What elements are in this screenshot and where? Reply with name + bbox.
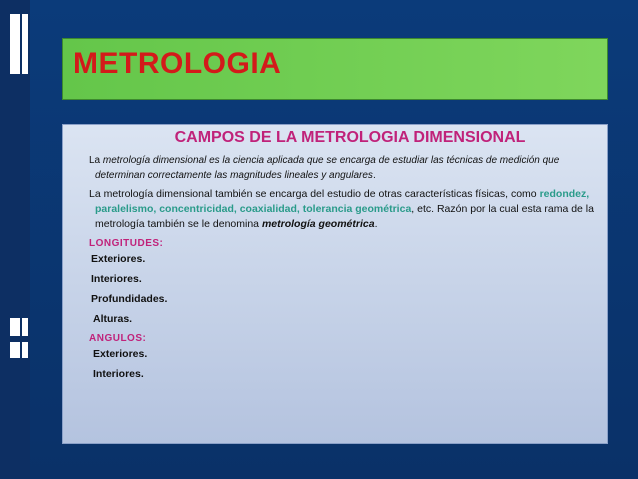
p1-c: . [372, 170, 376, 181]
list-item: Interiores. [91, 273, 142, 285]
list-item: Exteriores. [93, 348, 148, 360]
deco-block-6 [22, 342, 28, 358]
deco-block-2 [22, 14, 28, 74]
title-band [62, 38, 608, 100]
p2-d: metrología geométrica [261, 218, 375, 230]
deco-block-3 [10, 318, 20, 336]
deco-block-1 [10, 14, 20, 74]
section-angulos: ANGULOS: [89, 333, 147, 344]
list-item: Alturas. [93, 313, 133, 325]
section-longitudes: LONGITUDES: [89, 238, 164, 249]
p2-c: , etc. Razón por la cual esta rama de la metrología también se le denomina [95, 203, 594, 230]
paragraph-definition [89, 153, 601, 183]
section-heading: CAMPOS DE LA METROLOGIA DIMENSIONAL [174, 129, 526, 146]
deco-block-5 [10, 342, 20, 358]
slide-title: METROLOGIA [73, 47, 282, 80]
list-item: Interiores. [93, 368, 144, 380]
p2-highlight: redondez, paralelismo, concentricidad, coaxialidad, tolerancia geométrica [95, 188, 590, 215]
left-sidebar-bar [0, 0, 30, 479]
list-item: Profundidades. [91, 293, 168, 305]
content-box [62, 124, 608, 444]
p2-e: . [374, 218, 378, 230]
list-item: Exteriores. [91, 253, 146, 265]
p1-a: La [89, 155, 103, 166]
deco-block-4 [22, 318, 28, 336]
p1-b: metrología dimensional es la ciencia aplicada que se encarga de estudiar las técnicas de medición que determinan correctamente las magnitudes lineales y angulares [95, 155, 560, 181]
p2-a: La metrología dimensional también se encarga del estudio de otras características físicas, como [89, 188, 540, 200]
paragraph-geometric [89, 187, 601, 232]
